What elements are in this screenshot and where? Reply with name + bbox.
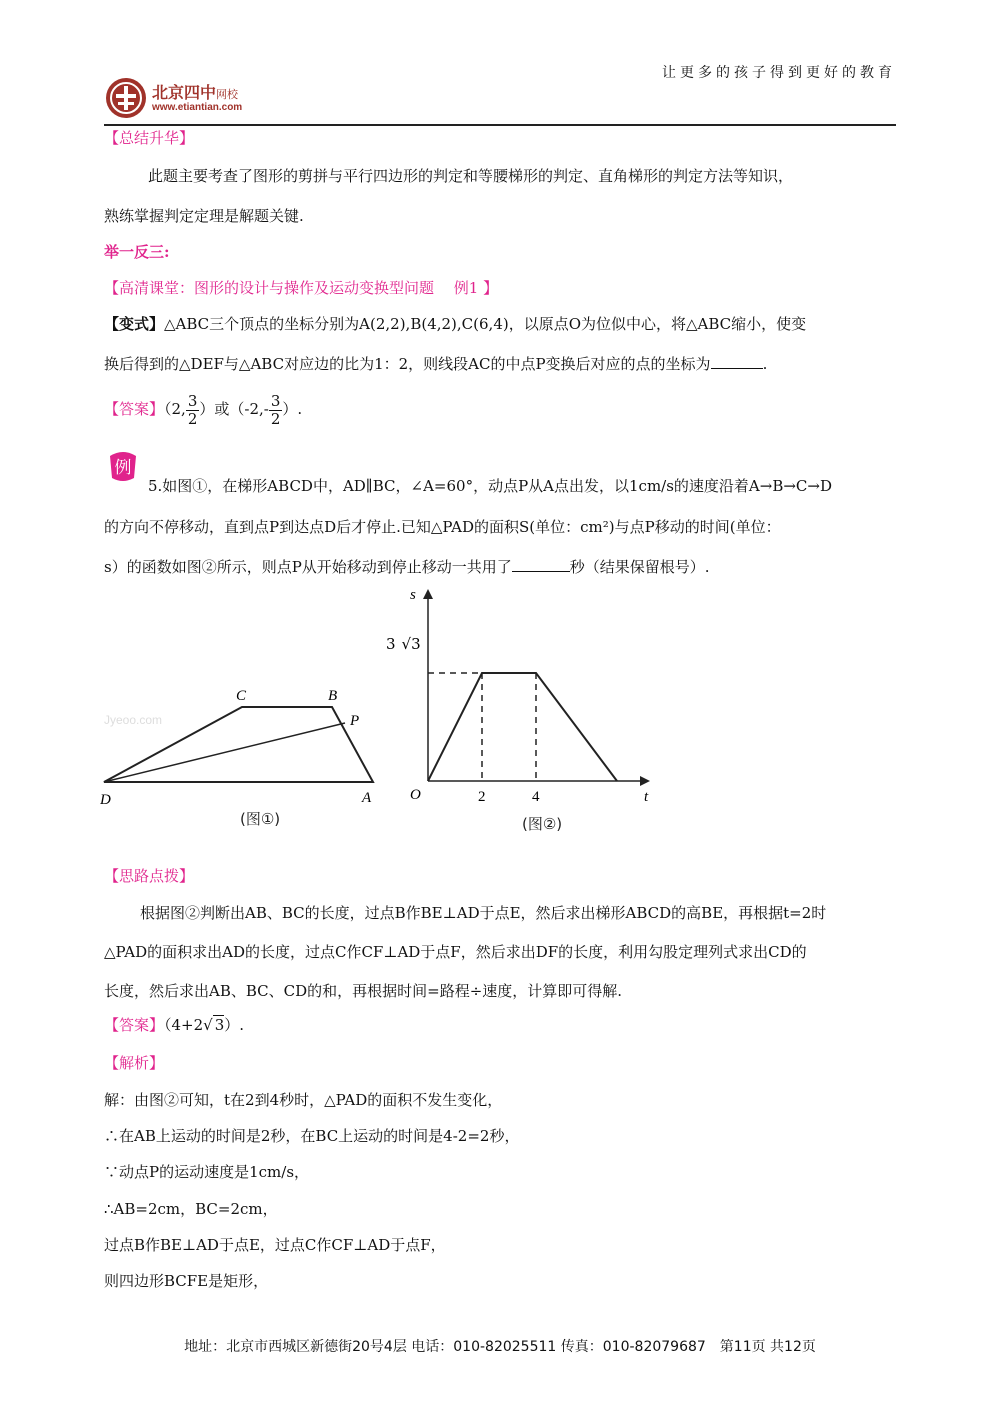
segment-dp bbox=[104, 723, 345, 782]
variant-text-2: 换后得到的△DEF与△ABC对应边的比为1：2，则线段AC的中点P变换后对应的点的坐标为 bbox=[104, 355, 711, 373]
analysis-heading: 【解析】 bbox=[104, 1054, 165, 1072]
answer-2-pre: （4+2 bbox=[164, 1016, 204, 1034]
x-axis-label: t bbox=[644, 789, 649, 805]
x-axis-arrow bbox=[640, 776, 650, 786]
figure-1-watermark: Jyeoo.com bbox=[104, 713, 163, 727]
summary-line-1: 此题主要考查了图形的剪拼与平行四边形的判定和等腰梯形的判定、直角梯形的判定方法等知识， bbox=[148, 167, 794, 185]
example-badge-icon bbox=[106, 450, 140, 484]
series-line bbox=[428, 673, 617, 781]
y-axis-label: s bbox=[410, 587, 416, 603]
fraction-1-den: 2 bbox=[187, 409, 198, 428]
hint-line-1: 根据图②判断出AB、BC的长度，过点B作BE⊥AD于点E，然后求出梯形ABCD的高BE，再根据t=2时 bbox=[140, 904, 827, 922]
answer-2-post: ）. bbox=[224, 1016, 245, 1034]
analysis-line-3: ∵动点P的运动速度是1cm/s， bbox=[104, 1163, 310, 1181]
course-heading: 【高清课堂：图形的设计与操作及运动变换型问题 例1 】 bbox=[104, 279, 499, 297]
answer-part-2: ）或（-2,- bbox=[199, 400, 269, 418]
example-badge-text: 例 bbox=[114, 458, 132, 478]
x-tick-label-2: 2 bbox=[478, 789, 486, 805]
logo-name: 北京四中网校 bbox=[152, 83, 239, 102]
variant-line-1 bbox=[104, 314, 904, 334]
peak-value-label bbox=[386, 635, 421, 653]
variant-answer bbox=[104, 390, 904, 428]
answer-part-3: ）. bbox=[282, 400, 303, 418]
figure-2-caption: (图②) bbox=[522, 815, 563, 833]
fraction-2-den: 2 bbox=[270, 409, 281, 428]
example-blank bbox=[512, 557, 570, 572]
answer-2 bbox=[104, 1015, 904, 1035]
example-line-3 bbox=[104, 557, 904, 577]
example-text-3a: s）的函数如图②所示，则点P从开始移动到停止移动一共用了 bbox=[104, 558, 512, 576]
peak-coef: 3 bbox=[386, 635, 396, 653]
answer-2-tag: 【答案】 bbox=[104, 1016, 165, 1034]
summary-line-2: 熟练掌握判定定理是解题关键. bbox=[104, 207, 304, 225]
y-axis-arrow bbox=[423, 589, 433, 599]
variant-line-2 bbox=[104, 354, 904, 374]
fraction-2-num: 3 bbox=[270, 391, 281, 410]
label-b: B bbox=[328, 688, 338, 704]
variant-tag: 【变式】 bbox=[104, 315, 165, 333]
example-text-3b: 秒（结果保留根号）. bbox=[569, 558, 710, 576]
analysis-line-6: 则四边形BCFE是矩形， bbox=[104, 1272, 269, 1290]
fraction-1-num: 3 bbox=[187, 391, 198, 410]
sqrt-sign: √ bbox=[401, 635, 412, 653]
origin-label: O bbox=[410, 787, 421, 803]
analysis-line-4: ∴AB=2cm，BC=2cm， bbox=[104, 1200, 278, 1218]
summary-heading: 【总结升华】 bbox=[104, 129, 195, 147]
page-footer: 地址：北京市西城区新德街20号4层 电话：010-82025511 传真：010-82079687 第11页 共12页 bbox=[184, 1339, 816, 1355]
example-line-2: 的方向不停移动，直到点P到达点D后才停止.已知△PAD的面积S(单位：cm²)与点P移动的时间(单位： bbox=[104, 518, 781, 536]
answer-2-sqrt: √ bbox=[203, 1016, 213, 1034]
header-divider bbox=[104, 124, 896, 126]
hint-heading: 【思路点拨】 bbox=[104, 867, 195, 885]
variant-end: . bbox=[762, 355, 768, 373]
hint-line-2: △PAD的面积求出AD的长度，过点C作CF⊥AD于点F，然后求出DF的长度，利用勾股定理列式求出CD的 bbox=[104, 943, 807, 961]
label-p: P bbox=[350, 713, 360, 729]
practice-heading: 举一反三: bbox=[104, 243, 170, 261]
figure-2-graph bbox=[380, 585, 670, 840]
answer-tag: 【答案】 bbox=[104, 400, 165, 418]
answer-2-radicand: 3 bbox=[214, 1016, 225, 1034]
hint-line-3: 长度，然后求出AB、BC、CD的和，再根据时间=路程÷速度，计算即可得解. bbox=[104, 982, 623, 1000]
fraction-1 bbox=[186, 393, 200, 428]
variant-text-1: △ABC三个顶点的坐标分别为A(2,2),B(4,2),C(6,4)，以原点O为位似中心，将△ABC缩小，使变 bbox=[164, 315, 807, 333]
figure-1-trapezoid bbox=[100, 680, 390, 830]
peak-radicand: 3 bbox=[411, 635, 421, 653]
answer-part-1: （2, bbox=[164, 400, 186, 418]
logo-url: www.etiantian.com bbox=[152, 102, 243, 113]
analysis-line-5: 过点B作BE⊥AD于点E，过点C作CF⊥AD于点F， bbox=[104, 1236, 446, 1254]
label-a: A bbox=[362, 790, 372, 806]
analysis-line-1: 解：由图②可知，t在2到4秒时，△PAD的面积不发生变化， bbox=[104, 1091, 503, 1109]
label-d: D bbox=[100, 792, 111, 808]
label-c: C bbox=[236, 688, 247, 704]
analysis-line-2: ∴在AB上运动的时间是2秒，在BC上运动的时间是4-2=2秒， bbox=[104, 1127, 520, 1145]
figure-1-caption: (图①) bbox=[240, 810, 281, 828]
x-tick-label-4: 4 bbox=[532, 789, 540, 805]
header-slogan: 让更多的孩子得到更好的教育 bbox=[662, 65, 896, 81]
answer-blank bbox=[711, 354, 763, 369]
fraction-2 bbox=[269, 393, 283, 428]
example-line-1: 5.如图①，在梯形ABCD中，AD∥BC，∠A=60°，动点P从A点出发，以1cm/s的速度沿着A→B→C→D bbox=[148, 477, 832, 495]
